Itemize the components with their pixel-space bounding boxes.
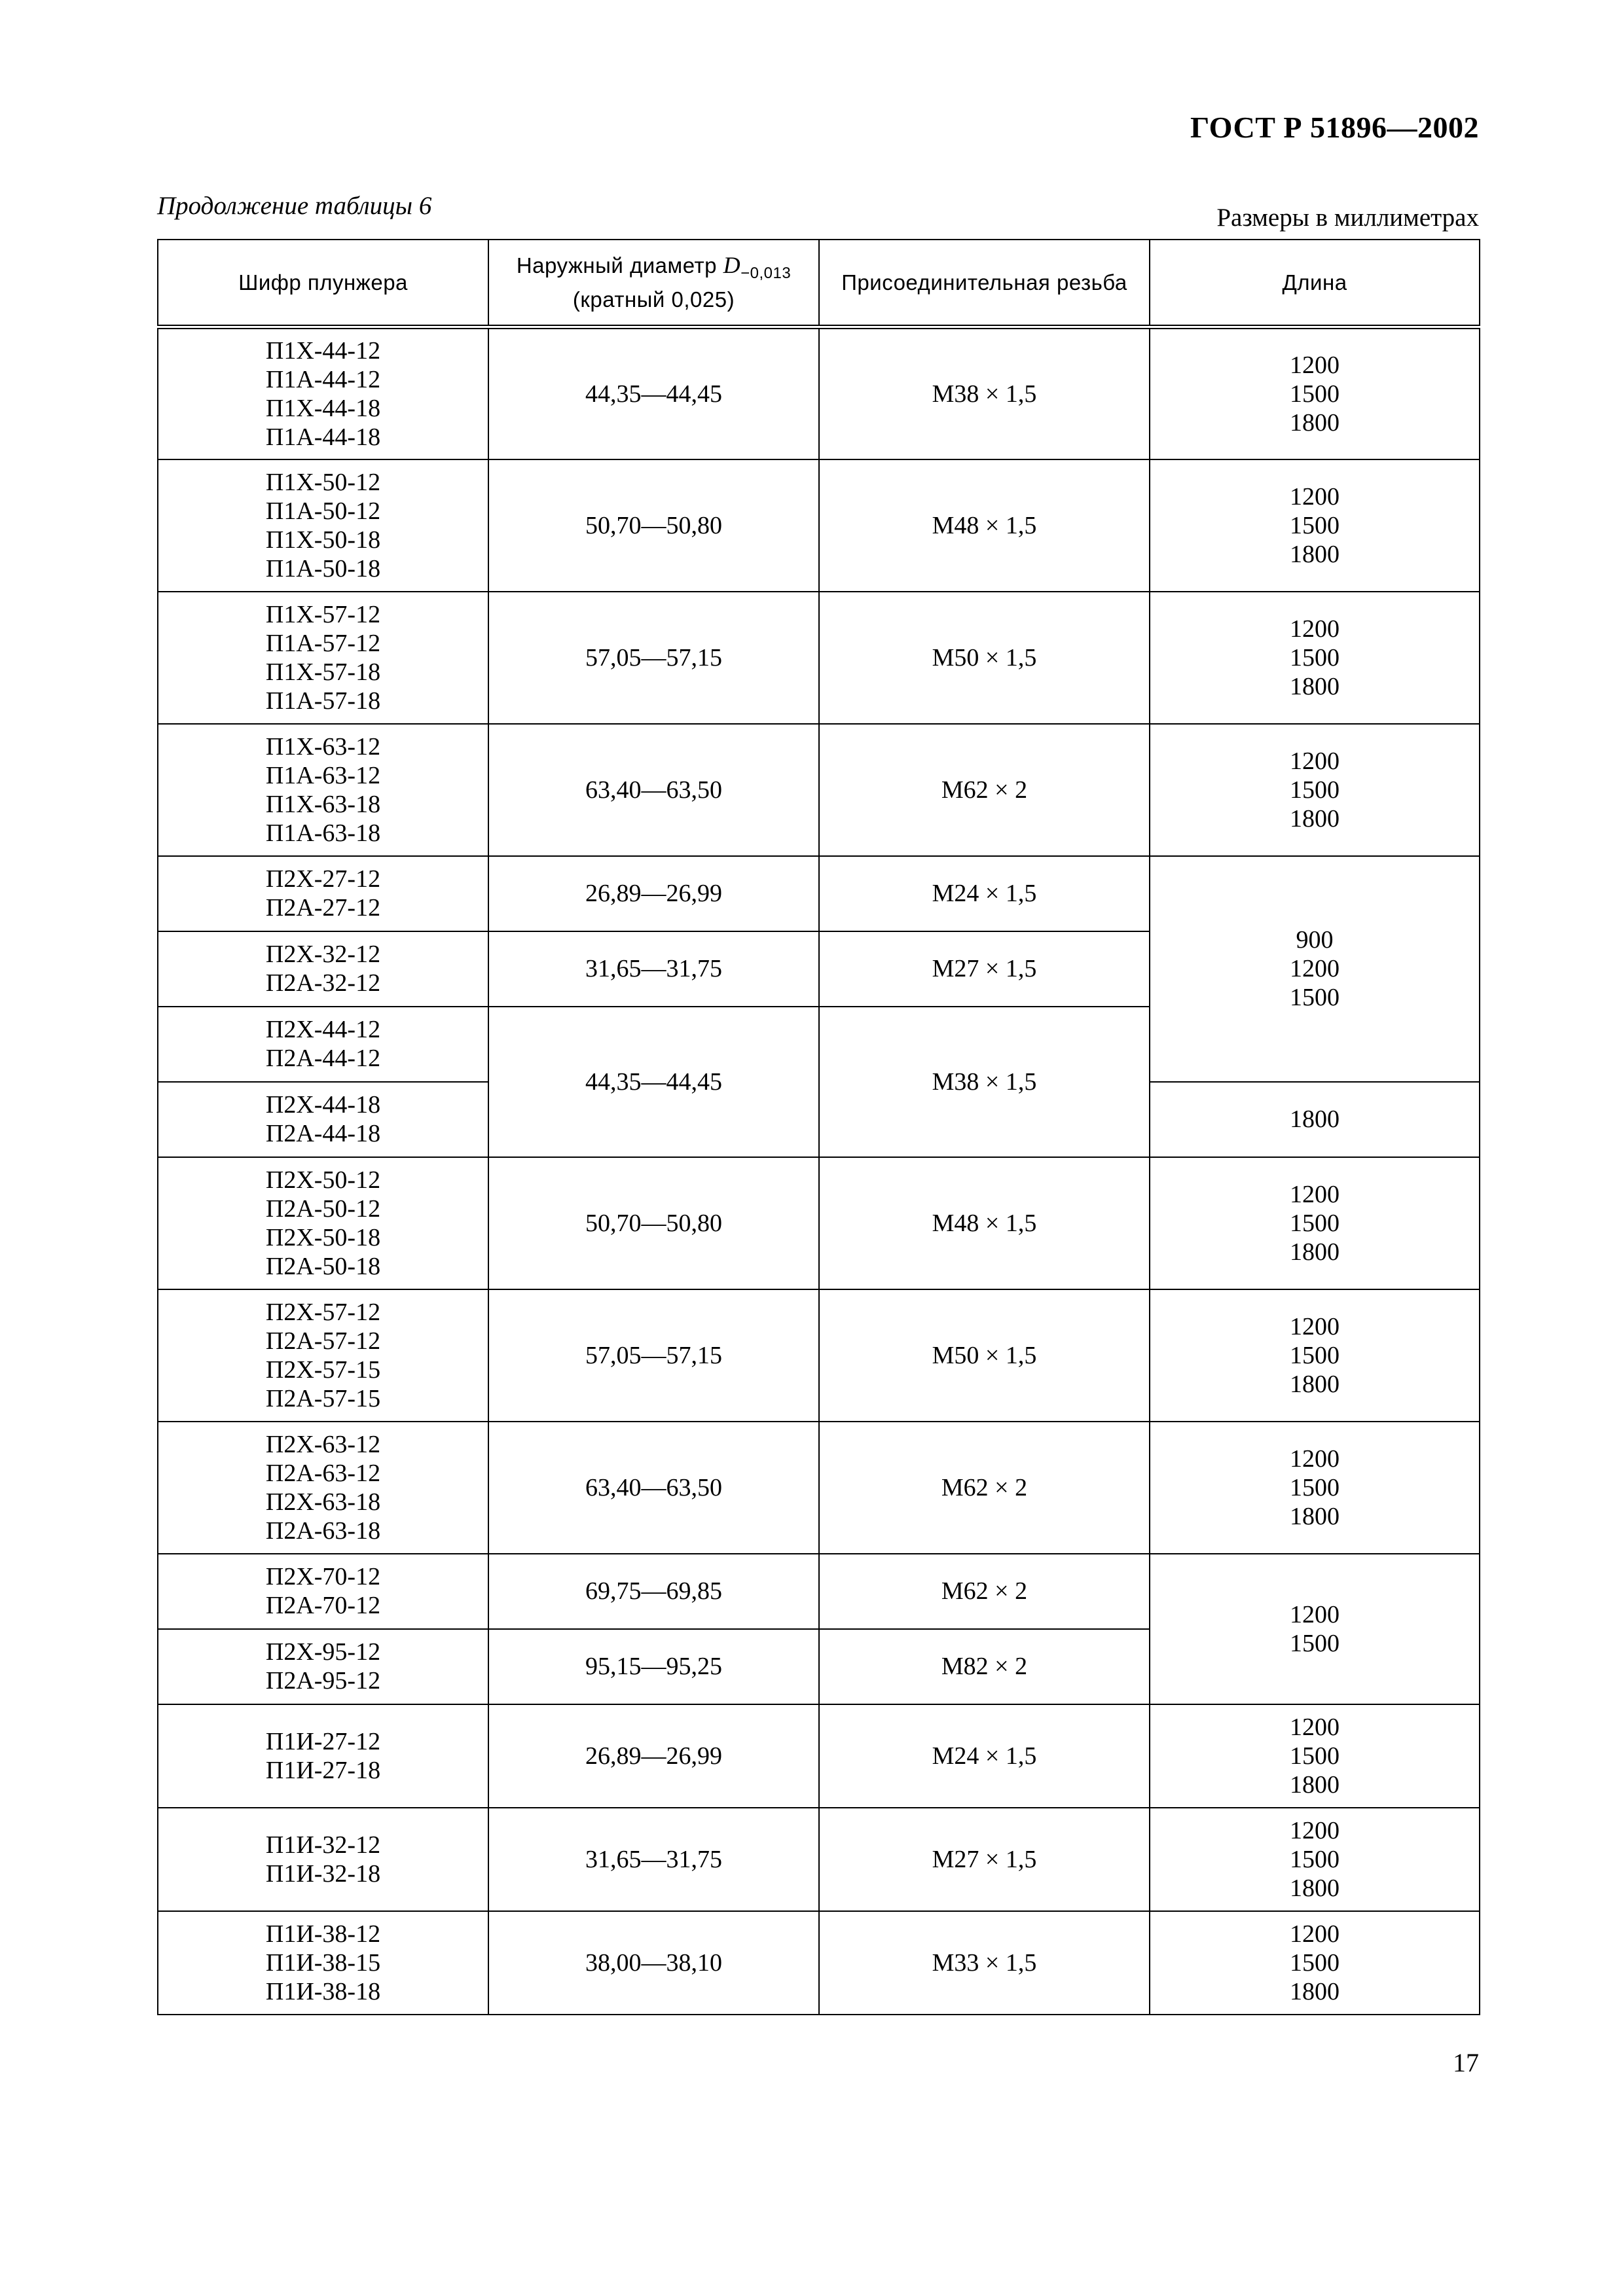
cell-code: П2Х-32-12 П2А-32-12 [158,931,488,1007]
units-note: Размеры в миллиметрах [1216,204,1479,232]
cell-length: 1200 1500 [1150,1554,1480,1704]
cell-thread: М27 × 1,5 [819,1808,1150,1911]
cell-diameter: 31,65—31,75 [488,931,819,1007]
plunger-table [157,239,1480,2015]
cell-code: П2Х-70-12 П2А-70-12 [158,1554,488,1629]
cell-length: 1200 1500 1800 [1150,459,1480,592]
cell-thread: М48 × 1,5 [819,459,1150,592]
cell-length: 1200 1500 1800 [1150,724,1480,856]
cell-length: 1200 1500 1800 [1150,592,1480,724]
cell-diameter: 44,35—44,45 [488,327,819,459]
table-row [158,1554,1480,1629]
cell-code: П2Х-44-18 П2А-44-18 [158,1082,488,1157]
table-row [158,1911,1480,2015]
header-diameter-tolerance: −0,013 [740,264,792,282]
page-number: 17 [1453,2048,1479,2077]
cell-diameter: 50,70—50,80 [488,459,819,592]
table-row [158,1422,1480,1554]
cell-length: 1200 1500 1800 [1150,1289,1480,1422]
cell-length: 1200 1500 1800 [1150,1422,1480,1554]
cell-diameter: 57,05—57,15 [488,592,819,724]
table-row [158,724,1480,856]
table-row [158,1157,1480,1289]
cell-diameter: 50,70—50,80 [488,1157,819,1289]
cell-diameter: 31,65—31,75 [488,1808,819,1911]
cell-thread: М24 × 1,5 [819,856,1150,931]
cell-thread: М33 × 1,5 [819,1911,1150,2015]
header-thread: Присоединительная резьба [819,240,1150,327]
cell-thread: М50 × 1,5 [819,1289,1150,1422]
cell-diameter: 95,15—95,25 [488,1629,819,1704]
cell-diameter: 38,00—38,10 [488,1911,819,2015]
cell-code: П2Х-95-12 П2А-95-12 [158,1629,488,1704]
table-row [158,1289,1480,1422]
table-header-row [158,240,1480,327]
cell-code: П2Х-50-12 П2А-50-12 П2Х-50-18 П2А-50-18 [158,1157,488,1289]
cell-diameter: 26,89—26,99 [488,1704,819,1808]
cell-code: П2Х-27-12 П2А-27-12 [158,856,488,931]
cell-thread: М62 × 2 [819,1422,1150,1554]
table-row [158,459,1480,592]
cell-length: 1200 1500 1800 [1150,1911,1480,2015]
cell-thread: М38 × 1,5 [819,327,1150,459]
document-code: ГОСТ Р 51896—2002 [1190,111,1479,144]
cell-thread: М82 × 2 [819,1629,1150,1704]
cell-code: П1И-32-12 П1И-32-18 [158,1808,488,1911]
header-diameter-text: Наружный диаметр [516,253,723,278]
cell-thread: М38 × 1,5 [819,1007,1150,1157]
cell-code: П1Х-63-12 П1А-63-12 П1Х-63-18 П1А-63-18 [158,724,488,856]
header-code: Шифр плунжера [158,240,488,327]
cell-diameter: 63,40—63,50 [488,1422,819,1554]
table-row [158,856,1480,931]
cell-length: 900 1200 1500 [1150,856,1480,1082]
table-row [158,1808,1480,1911]
header-diameter-symbol: D [723,252,741,278]
cell-diameter: 57,05—57,15 [488,1289,819,1422]
cell-diameter: 69,75—69,85 [488,1554,819,1629]
header-diameter-multiple: (кратный 0,025) [572,287,735,312]
cell-code: П2Х-44-12 П2А-44-12 [158,1007,488,1082]
cell-code: П1И-27-12 П1И-27-18 [158,1704,488,1808]
cell-thread: М50 × 1,5 [819,592,1150,724]
table-row [158,592,1480,724]
cell-code: П2Х-57-12 П2А-57-12 П2Х-57-15 П2А-57-15 [158,1289,488,1422]
table-caption: Продолжение таблицы 6 [157,192,432,220]
cell-code: П1Х-44-12 П1А-44-12 П1Х-44-18 П1А-44-18 [158,327,488,459]
cell-code: П2Х-63-12 П2А-63-12 П2Х-63-18 П2А-63-18 [158,1422,488,1554]
cell-thread: М27 × 1,5 [819,931,1150,1007]
cell-length: 1200 1500 1800 [1150,1704,1480,1808]
cell-code: П1Х-57-12 П1А-57-12 П1Х-57-18 П1А-57-18 [158,592,488,724]
cell-thread: М62 × 2 [819,1554,1150,1629]
cell-thread: М62 × 2 [819,724,1150,856]
cell-length: 1800 [1150,1082,1480,1157]
cell-length: 1200 1500 1800 [1150,1808,1480,1911]
table-row [158,327,1480,459]
table-row [158,1704,1480,1808]
cell-diameter: 26,89—26,99 [488,856,819,931]
header-length: Длина [1150,240,1480,327]
cell-diameter: 63,40—63,50 [488,724,819,856]
cell-code: П1И-38-12 П1И-38-15 П1И-38-18 [158,1911,488,2015]
cell-length: 1200 1500 1800 [1150,1157,1480,1289]
cell-length: 1200 1500 1800 [1150,327,1480,459]
cell-thread: М24 × 1,5 [819,1704,1150,1808]
header-diameter [488,240,819,327]
cell-thread: М48 × 1,5 [819,1157,1150,1289]
cell-code: П1Х-50-12 П1А-50-12 П1Х-50-18 П1А-50-18 [158,459,488,592]
cell-diameter: 44,35—44,45 [488,1007,819,1157]
